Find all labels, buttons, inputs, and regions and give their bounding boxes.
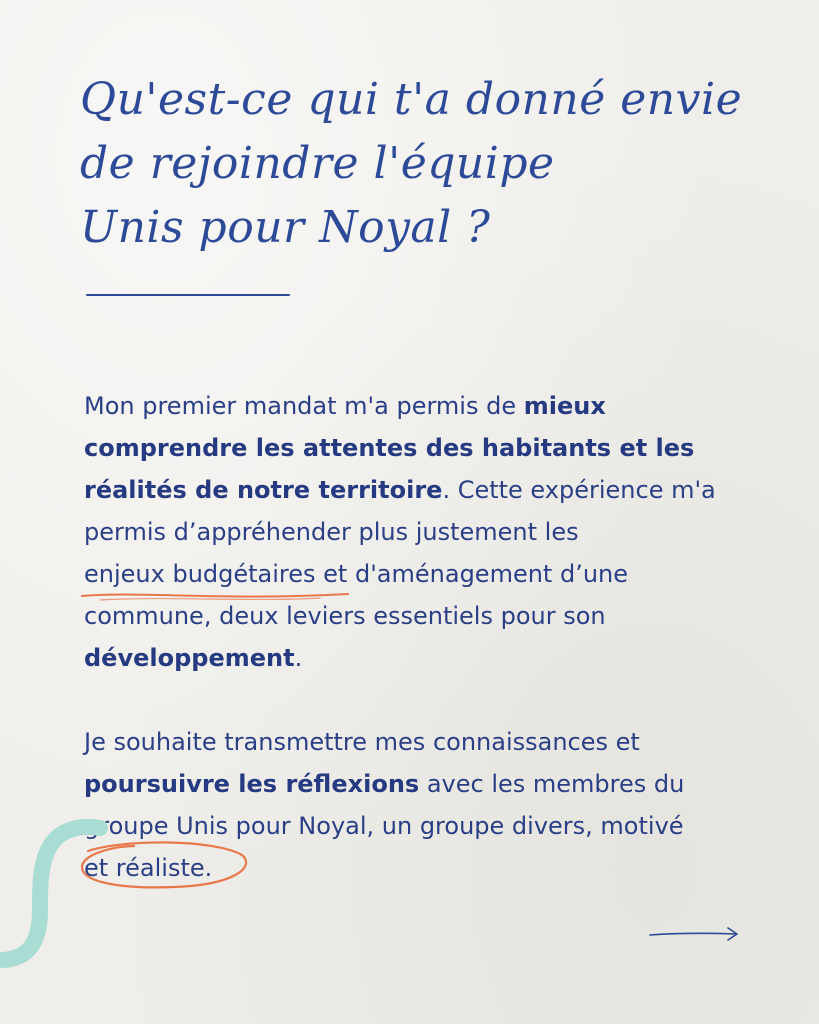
- p1-underlined: enjeux budgétaires: [84, 560, 316, 588]
- title-line-1: Qu'est-ce qui t'a donné envie: [80, 74, 743, 125]
- p1-bold-1: mieux comprendre les attentes des habitants et les réalités de notre territoire: [84, 392, 695, 504]
- p1-text-3: et d'aménagement d’une commune, deux leviers essentiels pour son: [84, 560, 629, 630]
- p2-bold-1: poursuivre les réflexions: [84, 770, 420, 798]
- body-text: [84, 385, 744, 889]
- highlight-underline: [84, 553, 316, 595]
- teal-swirl-icon: [0, 810, 110, 980]
- p2-text-1: Je souhaite transmettre mes connaissances et: [84, 728, 640, 756]
- wavy-underline-icon: [80, 589, 350, 603]
- p2-circled: et réaliste.: [84, 854, 213, 882]
- title-line-3: Unis pour Noyal ?: [80, 202, 491, 253]
- title-line-2: de rejoindre l'équipe: [80, 138, 555, 189]
- arrow-right-icon[interactable]: [648, 924, 740, 944]
- p1-text-2: . Cette expérience m'a permis d’appréhender plus justement les: [84, 476, 716, 546]
- p2-text-2: avec les membres du groupe Unis pour Noyal, un groupe divers, motivé: [84, 770, 685, 840]
- paragraph-2: [84, 721, 744, 889]
- page-title: [80, 68, 743, 260]
- title-underline: [86, 294, 290, 296]
- p1-bold-2: développement: [84, 644, 295, 672]
- paragraph-1: [84, 385, 744, 679]
- p1-text-4: .: [294, 644, 303, 672]
- p1-text-1: Mon premier mandat m'a permis de: [84, 392, 524, 420]
